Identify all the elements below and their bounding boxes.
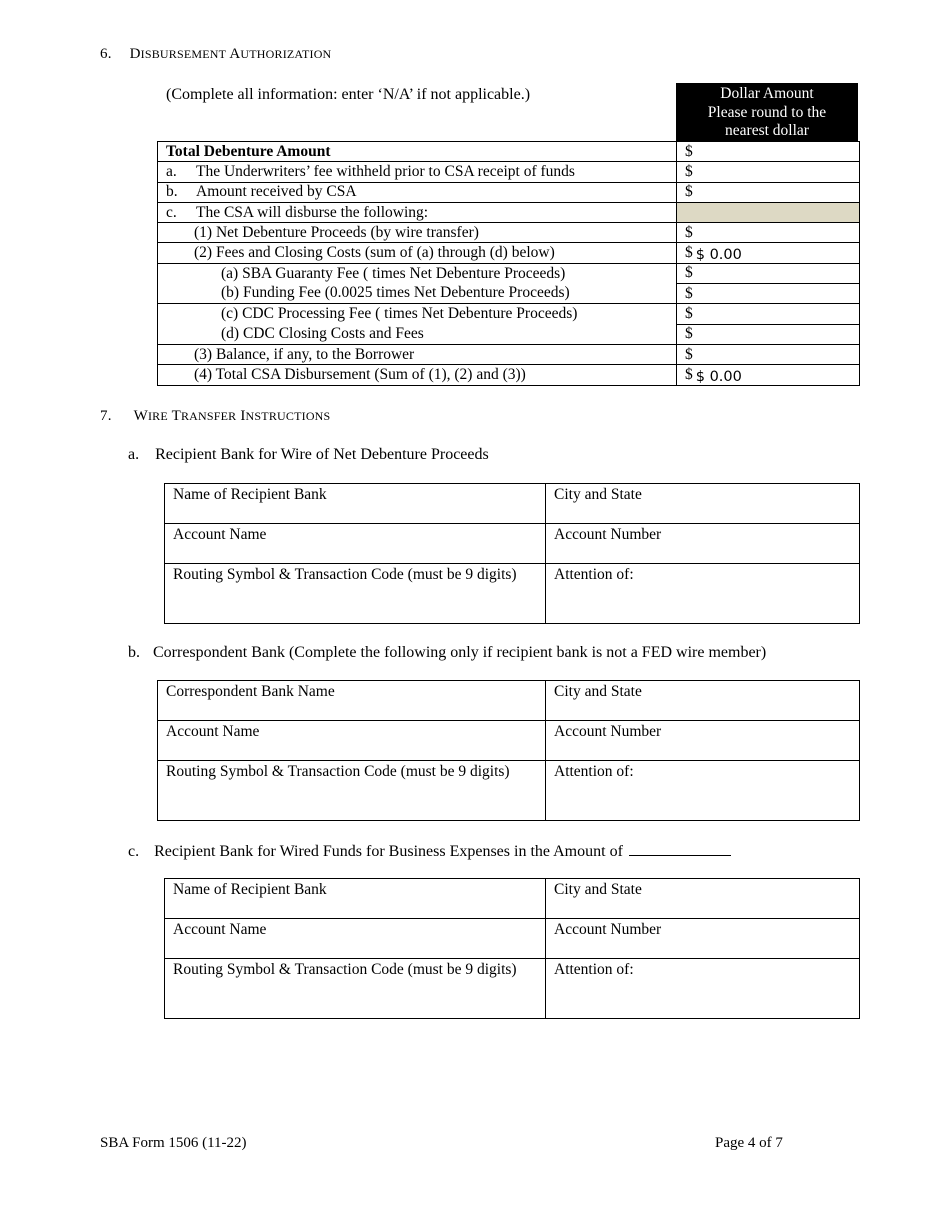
title-rest: UTHORIZATION (240, 47, 332, 61)
account-name-field[interactable]: Account Name (158, 721, 546, 761)
city-state-field[interactable]: City and State (546, 681, 860, 721)
section-7-title (100, 408, 330, 425)
account-number-field[interactable]: Account Number (546, 919, 860, 959)
amount-field[interactable]: $ (677, 304, 860, 324)
recipient-bank-name-field[interactable]: Name of Recipient Bank (165, 484, 546, 524)
account-name-field[interactable]: Account Name (165, 919, 546, 959)
disbursement-instruction: (Complete all information: enter ‘N/A’ if not applicable.) (166, 86, 531, 103)
title-initial: I (240, 408, 246, 424)
dollar-amount-header (676, 83, 858, 141)
title-initial: A (229, 46, 241, 62)
row-label: (3) Balance, if any, to the Borrower (158, 344, 677, 364)
row-label: (a) SBA Guaranty Fee ( times Net Debenture Proceeds) (158, 263, 677, 283)
table-row (158, 162, 860, 182)
correspondent-bank-name-field[interactable]: Correspondent Bank Name (158, 681, 546, 721)
attention-of-field[interactable]: Attention of: (546, 761, 860, 821)
title-rest: IRE (147, 409, 168, 423)
row-label: (c) CDC Processing Fee ( times Net Debenture Proceeds) (158, 304, 677, 324)
attention-of-field[interactable]: Attention of: (546, 564, 860, 624)
header-line: Please round to the (707, 103, 827, 121)
table-row (158, 243, 860, 263)
subsection-a-heading: a. Recipient Bank for Wire of Net Debenture Proceeds (128, 446, 489, 463)
routing-symbol-field[interactable]: Routing Symbol & Transaction Code (must be 9 digits) (165, 564, 546, 624)
row-label: (b) Funding Fee (0.0025 times Net Debenture Proceeds) (158, 284, 677, 304)
header-line: Dollar Amount (720, 85, 814, 102)
business-expenses-bank-table (164, 878, 860, 1019)
routing-symbol-field[interactable]: Routing Symbol & Transaction Code (must be 9 digits) (165, 959, 546, 1019)
amount-field[interactable]: $ $ 0.00 (677, 243, 860, 263)
recipient-bank-name-field[interactable]: Name of Recipient Bank (165, 879, 546, 919)
attention-of-field[interactable]: Attention of: (546, 959, 860, 1019)
table-row (158, 202, 860, 222)
form-number: SBA Form 1506 (11-22) (100, 1135, 247, 1151)
table-row (158, 324, 860, 344)
amount-field[interactable]: $ (677, 284, 860, 304)
section-number: 7. (100, 408, 112, 424)
row-label: (d) CDC Closing Costs and Fees (158, 324, 677, 344)
row-label: a. The Underwriters’ fee withheld prior to CSA receipt of funds (158, 162, 677, 182)
table-row (158, 263, 860, 283)
amount-blank[interactable] (629, 841, 731, 856)
title-rest: ISBURSEMENT (140, 47, 227, 61)
city-state-field[interactable]: City and State (546, 484, 860, 524)
row-label: (4) Total CSA Disbursement (Sum of (1), (2) and (3)) (158, 365, 677, 385)
amount-field[interactable]: $ (677, 142, 860, 162)
page-number: Page 4 of 7 (715, 1135, 783, 1151)
account-number-field[interactable]: Account Number (546, 524, 860, 564)
account-name-field[interactable]: Account Name (165, 524, 546, 564)
subsection-c-heading: c. Recipient Bank for Wired Funds for Business Expenses in the Amount of (128, 841, 731, 861)
title-initial: W (133, 408, 148, 424)
disbursement-table (157, 141, 860, 386)
table-row (158, 344, 860, 364)
table-row (158, 142, 860, 162)
amount-field[interactable]: $ (677, 162, 860, 182)
table-row (158, 365, 860, 385)
account-number-field[interactable]: Account Number (546, 721, 860, 761)
routing-symbol-field[interactable]: Routing Symbol & Transaction Code (must be 9 digits) (158, 761, 546, 821)
amount-field[interactable]: $ (677, 263, 860, 283)
table-row (158, 182, 860, 202)
title-initial: T (171, 408, 181, 424)
row-label: (1) Net Debenture Proceeds (by wire transfer) (158, 223, 677, 243)
amount-field[interactable]: $ (677, 344, 860, 364)
title-initial: D (129, 46, 141, 62)
title-rest: RANSFER (180, 409, 237, 423)
subsection-b-heading: b. Correspondent Bank (Complete the following only if recipient bank is not a FED wire member) (128, 644, 767, 661)
amount-field[interactable]: $ (677, 223, 860, 243)
table-row (158, 223, 860, 243)
city-state-field[interactable]: City and State (546, 879, 860, 919)
correspondent-bank-table (157, 680, 860, 821)
section-6-title (100, 46, 331, 63)
row-label: b. Amount received by CSA (158, 182, 677, 202)
table-row (158, 284, 860, 304)
amount-field[interactable]: $ (677, 182, 860, 202)
amount-value: $ 0.00 (695, 368, 742, 385)
recipient-bank-table (164, 483, 860, 624)
row-label: Total Debenture Amount (158, 142, 677, 162)
table-row (158, 304, 860, 324)
row-label: (2) Fees and Closing Costs (sum of (a) through (d) below) (158, 243, 677, 263)
section-number: 6. (100, 46, 112, 62)
title-rest: NSTRUCTIONS (245, 409, 331, 423)
amount-value: $ 0.00 (695, 247, 742, 264)
amount-field[interactable]: $ $ 0.00 (677, 365, 860, 385)
row-label: c. The CSA will disburse the following: (158, 202, 677, 222)
header-line: nearest dollar (725, 122, 809, 139)
shaded-cell (677, 202, 860, 222)
amount-field[interactable]: $ (677, 324, 860, 344)
